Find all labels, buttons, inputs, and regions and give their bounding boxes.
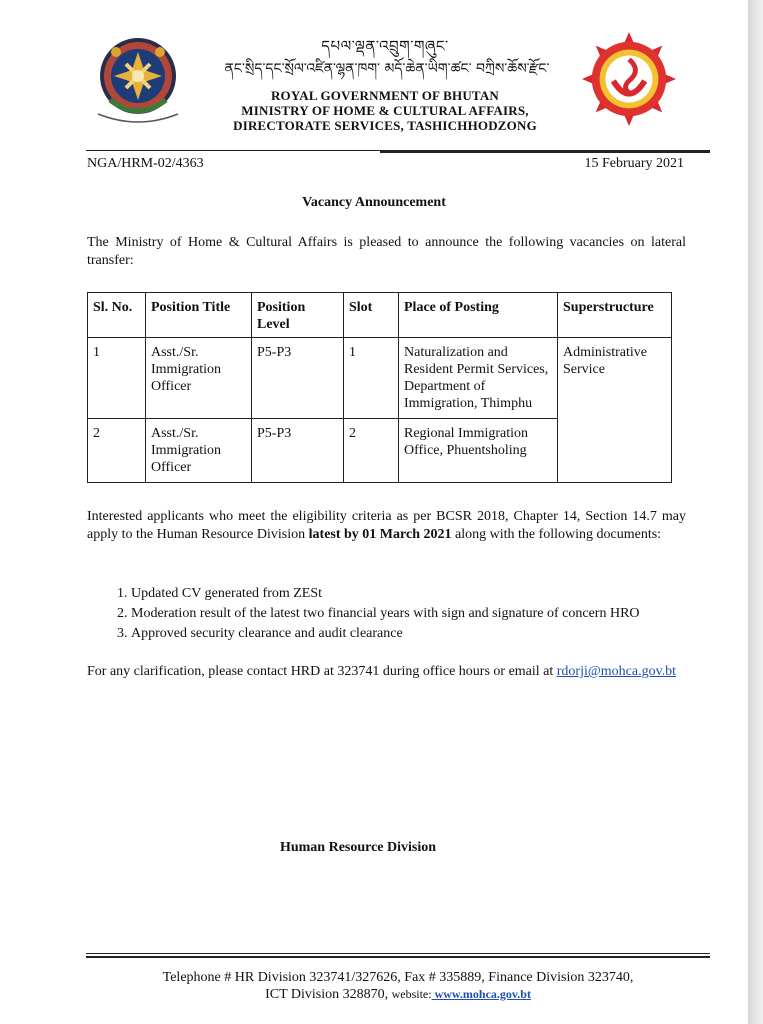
signature-division: Human Resource Division <box>279 840 437 855</box>
cell-superstructure: Administrative Service <box>558 338 672 483</box>
col-position-level: Position Level <box>252 293 344 338</box>
eligibility-text: Interested applicants who meet the eligibility criteria as per BCSR 2018, Chapter 14, Section 14.7 may apply to the Human Resource Division <box>87 509 686 542</box>
col-superstructure: Superstructure <box>558 293 672 338</box>
footer-ict-text: ICT Division 328870, <box>265 987 392 1002</box>
footer-divider-thick <box>86 956 710 958</box>
royal-emblem-icon <box>88 30 188 130</box>
col-position-title: Position Title <box>146 293 252 338</box>
cell-slot: 2 <box>344 419 399 483</box>
deadline-text: latest by 01 March 2021 <box>308 527 452 542</box>
list-item: 3. Approved security clearance and audit clearance <box>131 624 640 644</box>
intro-paragraph: The Ministry of Home & Cultural Affairs is pleased to announce the following vacancies on lateral transfer: <box>87 235 686 268</box>
contact-text: For any clarification, please contact HRD at 323741 during office hours or email at <box>87 664 554 679</box>
org-line-directorate: DIRECTORATE SERVICES, TASHICHHODZONG <box>233 118 537 133</box>
cell-posting: Regional Immigration Office, Phuentsholing <box>399 419 558 483</box>
page-edge-shadow <box>748 0 763 1024</box>
website-label: website: <box>391 987 432 1001</box>
footer-divider <box>86 953 710 954</box>
cell-level: P5-P3 <box>252 419 344 483</box>
ministry-logo-icon <box>580 30 678 128</box>
footer-contact-line2 <box>86 986 710 1003</box>
col-sl-no: Sl. No. <box>88 293 146 338</box>
table-header-row <box>88 293 672 338</box>
eligibility-paragraph <box>87 508 686 544</box>
reference-number: NGA/HRM-02/4363 <box>87 156 204 171</box>
org-line-government: ROYAL GOVERNMENT OF BHUTAN <box>270 88 500 103</box>
contact-paragraph <box>87 663 686 681</box>
cell-sl: 2 <box>88 419 146 483</box>
website-link[interactable]: www.mohca.gov.bt <box>431 987 531 1001</box>
cell-position: Asst./Sr. Immigration Officer <box>146 419 252 483</box>
dzongkha-ministry-name: ནང་སྲིད་དང་སྲོལ་འཛིན་ལྷན་ཁག་ མདོ་ཆེན་ཡིག་ཚང་ བཀྲིས་ཆོས་རྫོང་ <box>224 61 550 77</box>
footer-contact-line1: Telephone # HR Division 323741/327626, Fax # 335889, Finance Division 323740, <box>162 970 634 985</box>
cell-posting: Naturalization and Resident Permit Services, Department of Immigration, Thimphu <box>399 338 558 419</box>
vacancy-table <box>87 292 672 483</box>
eligibility-text-end: along with the following documents: <box>451 527 662 542</box>
table-row <box>88 338 672 419</box>
cell-sl: 1 <box>88 338 146 419</box>
org-line-ministry: MINISTRY OF HOME & CULTURAL AFFAIRS, <box>241 103 529 118</box>
page-title: Vacancy Announcement <box>302 195 446 210</box>
cell-slot: 1 <box>344 338 399 419</box>
dzongkha-government-name: དཔལ་ལྡན་འབྲུག་གཞུང་ <box>321 37 449 55</box>
col-place-of-posting: Place of Posting <box>399 293 558 338</box>
cell-position: Asst./Sr. Immigration Officer <box>146 338 252 419</box>
email-link[interactable]: rdorji@mohca.gov.bt <box>556 664 677 679</box>
cell-level: P5-P3 <box>252 338 344 419</box>
col-slot: Slot <box>344 293 399 338</box>
letter-date: 15 February 2021 <box>584 156 684 171</box>
required-documents-list <box>87 584 640 644</box>
list-item: 2. Moderation result of the latest two financial years with sign and signature of concern HRO <box>131 604 640 624</box>
organization-block <box>200 88 570 133</box>
header-divider-thick <box>380 150 710 153</box>
list-item: 1. Updated CV generated from ZESt <box>131 584 640 604</box>
